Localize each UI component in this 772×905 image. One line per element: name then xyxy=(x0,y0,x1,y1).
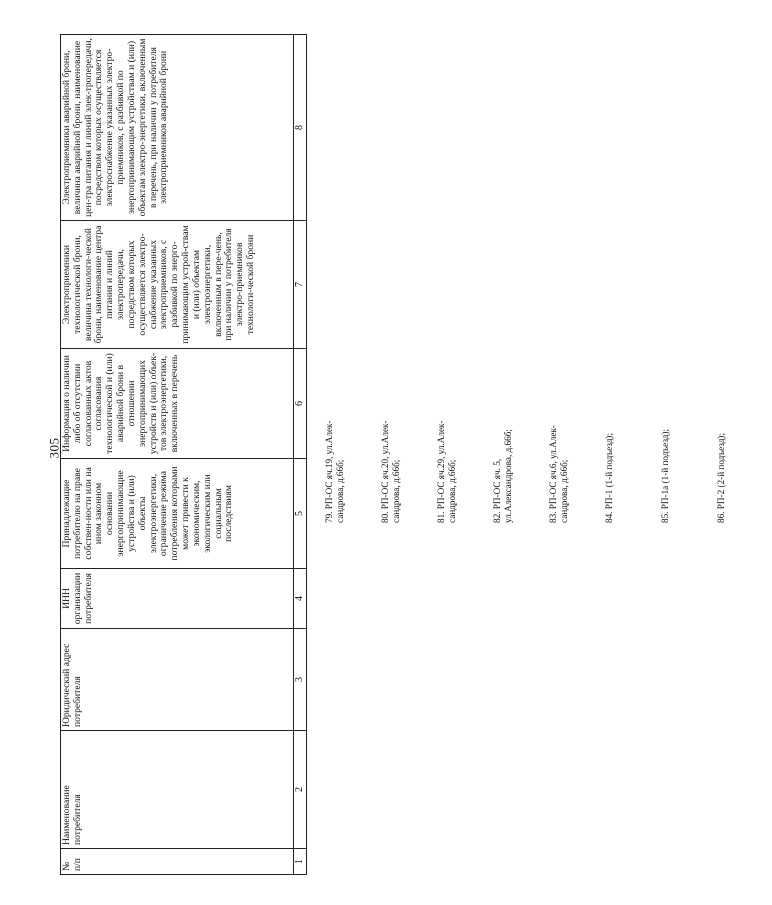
header-col-7: Электроприемники технологической брони, величина технологи-ческой брони, наименование центра питания и линий электропередачи, посредством которых осуществляется электро-снабжение указанных электроприемников, с разбивкой по энерго-принимающим устрой-ствам и (или) объектам электроэнергетики, включенным в пере-чень, при наличии у потребителя электро-приемников технологи-ческой брони xyxy=(61,221,294,349)
list-item xyxy=(660,33,716,523)
column-number: 4 xyxy=(294,569,307,629)
entry-text: 85. РП-1а (1-й подъезд); xyxy=(660,428,670,523)
header-col-1: № п/п xyxy=(61,849,294,875)
page-number: 305 xyxy=(46,437,62,459)
consumer-table xyxy=(60,34,307,875)
entry-text: 84. РП-1 (1-й подъезд); xyxy=(604,432,614,523)
column-number: 8 xyxy=(294,35,307,221)
entry-text: 80. РП-ОС яч.20, ул.Алек-сандрова, д.66б; xyxy=(380,420,401,523)
list-item xyxy=(492,33,548,523)
column-number: 1 xyxy=(294,849,307,875)
list-item xyxy=(436,33,492,523)
entry-text: 81. РП-ОС яч.29, ул.Алек-сандрова, д.66б; xyxy=(436,420,457,523)
list-item xyxy=(548,33,604,523)
entry-text: 83. РП-ОС яч.6, ул.Алек-сандрова, д.66б; xyxy=(548,425,569,523)
header-col-2: Наименование потребителя xyxy=(61,731,294,849)
list-item xyxy=(324,33,380,523)
header-col-8: Электроприемники аварийной брони, величина аварийной брони, наименование цен-тра питания и линий элек-тропередачи, посредством которых осуществляется электроснабжение указанных электро-приемников, с разбивкой по энергопринимающим устройствам и (или) объектам электро-энергетики, включенным в перечень, при наличии у потребителя электроприемников аварийной брони xyxy=(61,35,294,221)
column-number: 6 xyxy=(294,349,307,459)
header-col-5: Принадлежащие потребителю на праве собствен-ности или на ином законном основании энергопринимающие устройства и (или) объекты электроэнергетики, ограничение режима потребления которыми может привести к экономическим, экологическим или социальным последствиям xyxy=(61,459,294,569)
header-col-4: ИНН организации потребителя xyxy=(61,569,294,629)
list-item xyxy=(604,33,660,523)
column-number: 7 xyxy=(294,221,307,349)
column-number: 2 xyxy=(294,731,307,849)
entry-list xyxy=(324,33,772,523)
header-col-3: Юридический адрес потребителя xyxy=(61,629,294,731)
header-row xyxy=(61,35,294,875)
list-item xyxy=(716,33,772,523)
entry-text: 82. РП-ОС яч. 5, ул.Александрова, д.66б; xyxy=(492,429,513,523)
column-number: 5 xyxy=(294,459,307,569)
header-col-6: Информация о наличии либо об отсутствии согласованных актов согласования технологической и (или) аварийной брони в отношении энергопринимающих устройств и (или) объек-тов электроэнергетики, включенных в перечень xyxy=(61,349,294,459)
column-number-row xyxy=(294,35,307,875)
list-item xyxy=(380,33,436,523)
column-number: 3 xyxy=(294,629,307,731)
entry-text: 79. РП-ОС яч.19, ул.Алек-сандрова, д.66б; xyxy=(324,420,345,523)
entry-text: 86. РП-2 (2-й подъезд); xyxy=(716,432,726,523)
rotated-table-block xyxy=(60,35,726,875)
